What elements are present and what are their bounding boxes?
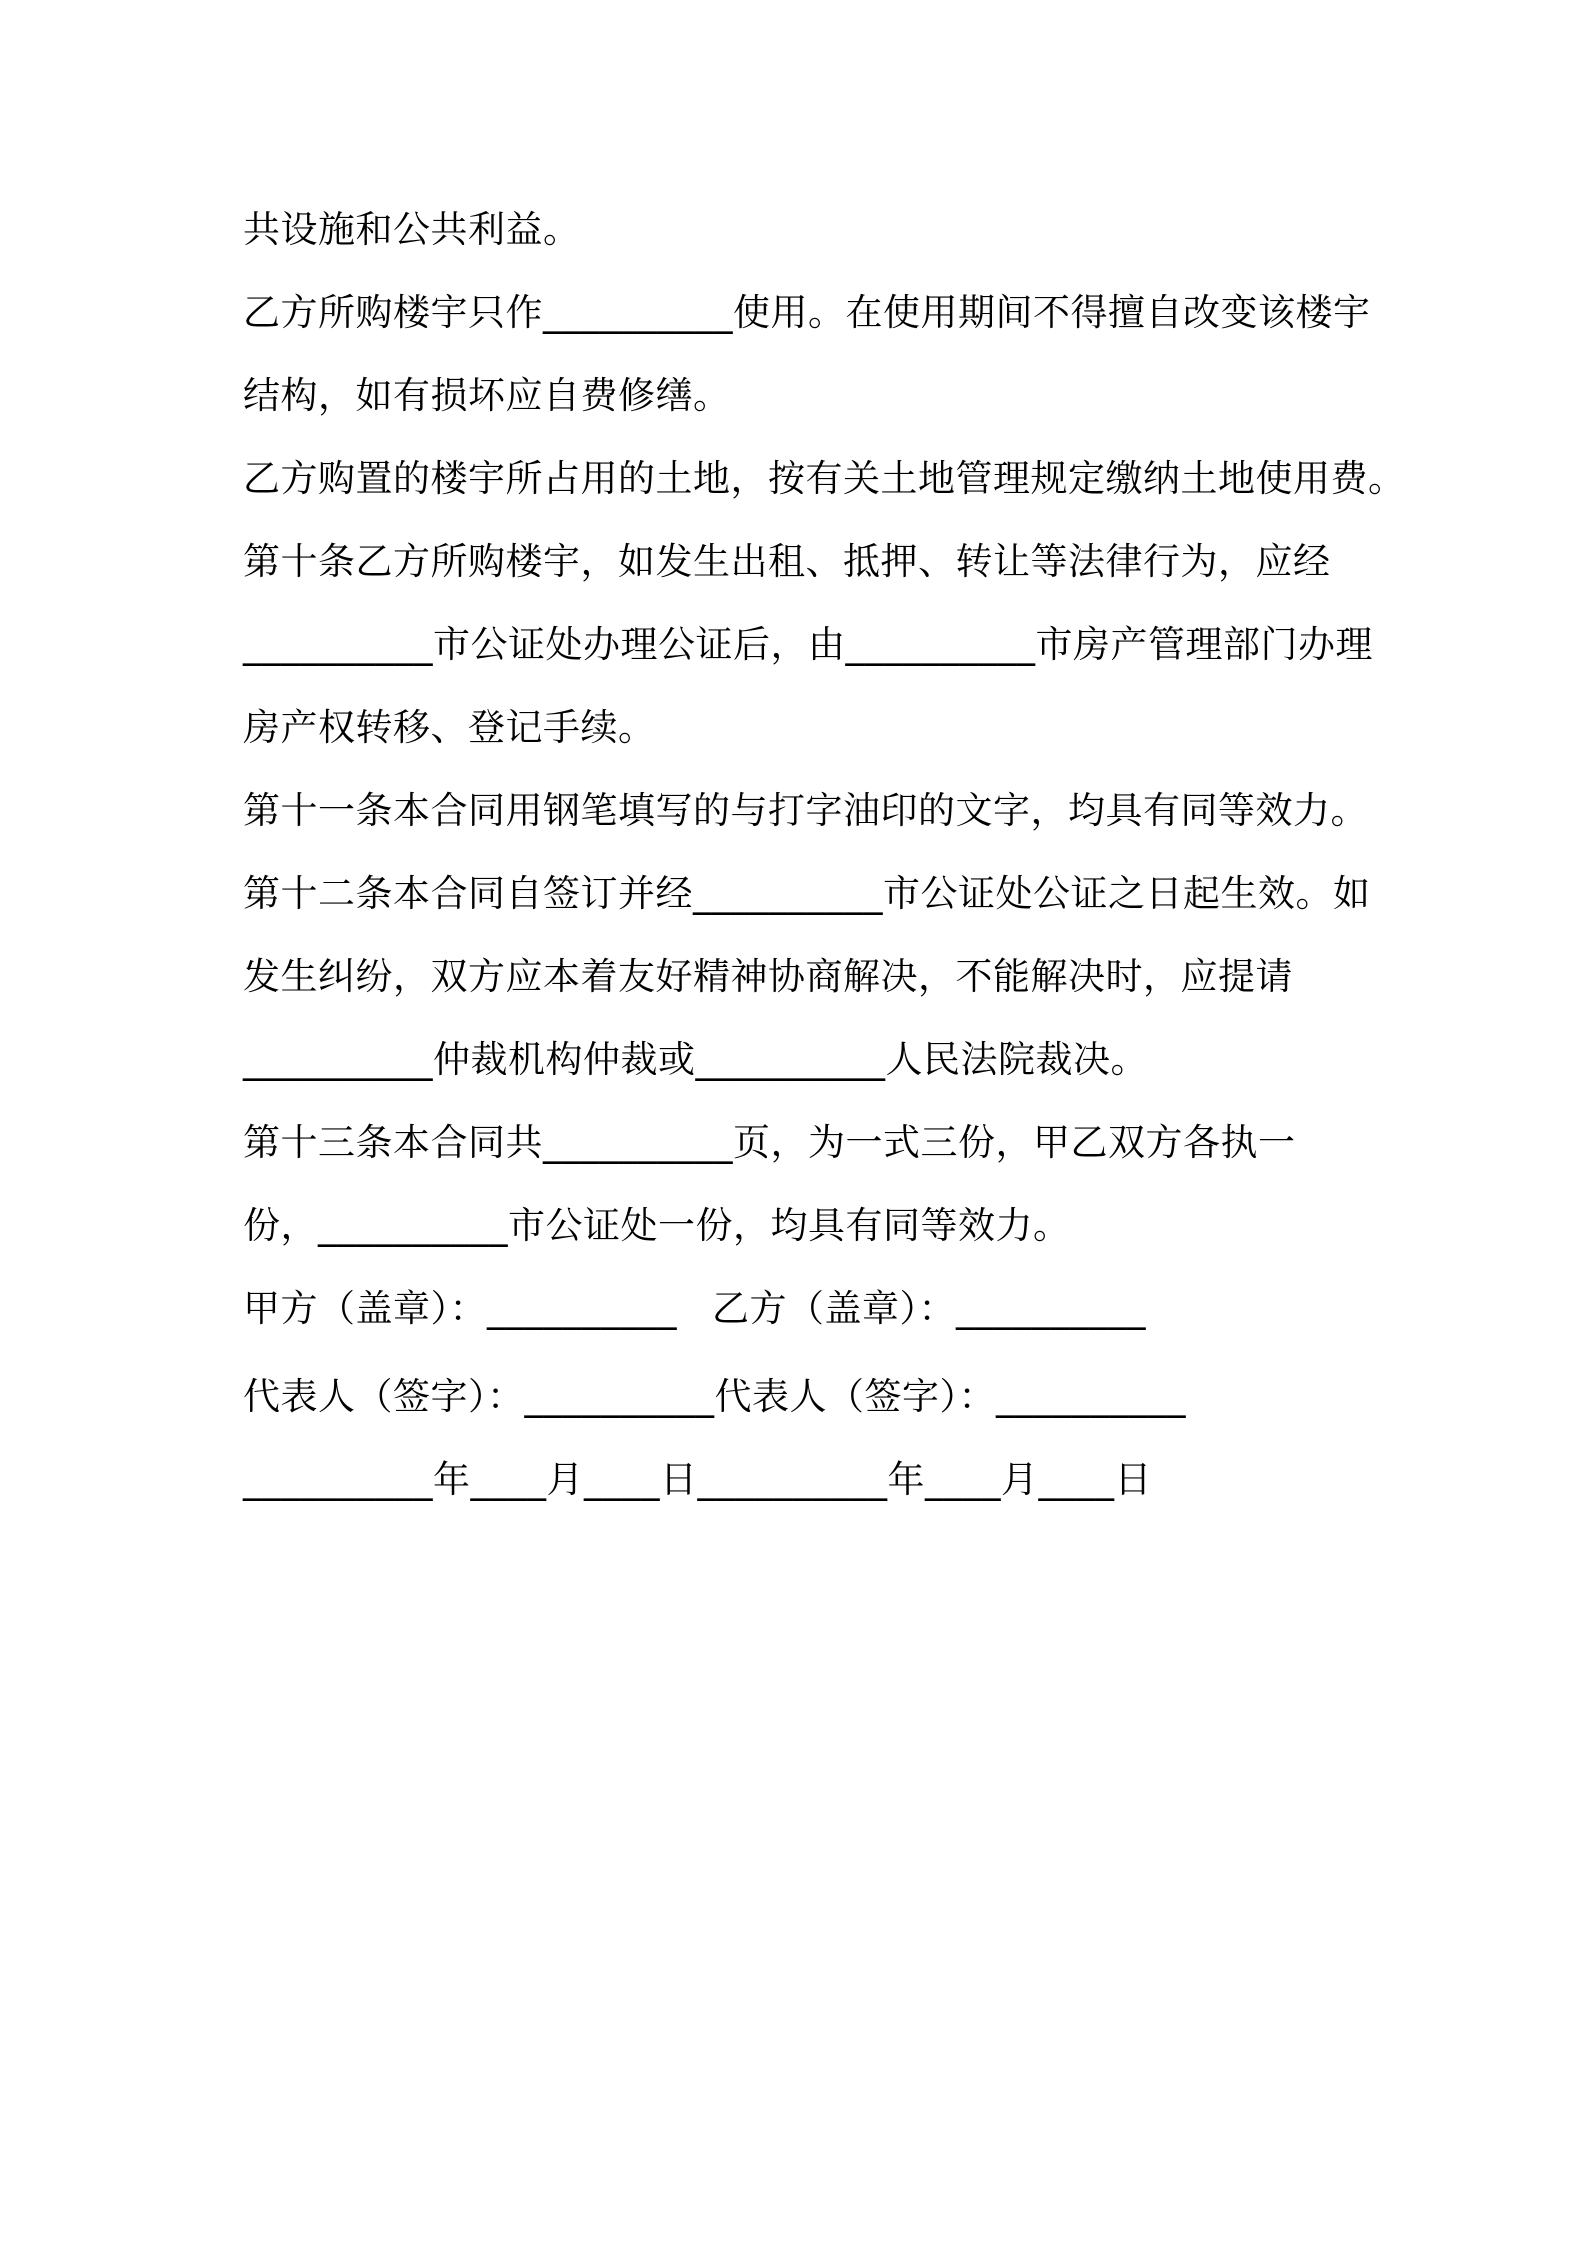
party-a-seal: 甲方（盖章）：__________: [243, 1287, 677, 1330]
signature-dates: __________年____月____日__________年____月____日: [243, 1458, 1152, 1501]
text-line: 共设施和公共利益。: [243, 208, 581, 251]
party-b-seal: 乙方（盖章）：__________: [712, 1287, 1146, 1330]
representative-signatures: 代表人（签字）：__________代表人（签字）：__________: [243, 1375, 1186, 1418]
text-line: 乙方所购楼宇只作__________使用。在使用期间不得擅自改变该楼宇: [243, 291, 1371, 334]
text-line: 第十三条本合同共__________页，为一式三份，甲乙双方各执一: [243, 1121, 1296, 1164]
text-line: 第十一条本合同用钢笔填写的与打字油印的文字，均具有同等效力。: [243, 789, 1368, 832]
text-line: 发生纠纷，双方应本着友好精神协商解决，不能解决时，应提请: [243, 955, 1293, 998]
text-line: __________仲裁机构仲裁或__________人民法院裁决。: [243, 1038, 1148, 1081]
text-line: __________市公证处办理公证后，由__________市房产管理部门办理: [243, 623, 1373, 666]
text-line: 结构，如有损坏应自费修缮。: [243, 374, 731, 417]
text-line: 房产权转移、登记手续。: [243, 706, 656, 749]
text-line: 份，__________市公证处一份，均具有同等效力。: [243, 1204, 1071, 1247]
text-line: 乙方购置的楼宇所占用的土地，按有关土地管理规定缴纳土地使用费。: [243, 457, 1406, 500]
text-line: 第十条乙方所购楼宇，如发生出租、抵押、转让等法律行为，应经: [243, 540, 1331, 583]
text-line: 第十二条本合同自签订并经__________市公证处公证之日起生效。如: [243, 872, 1371, 915]
